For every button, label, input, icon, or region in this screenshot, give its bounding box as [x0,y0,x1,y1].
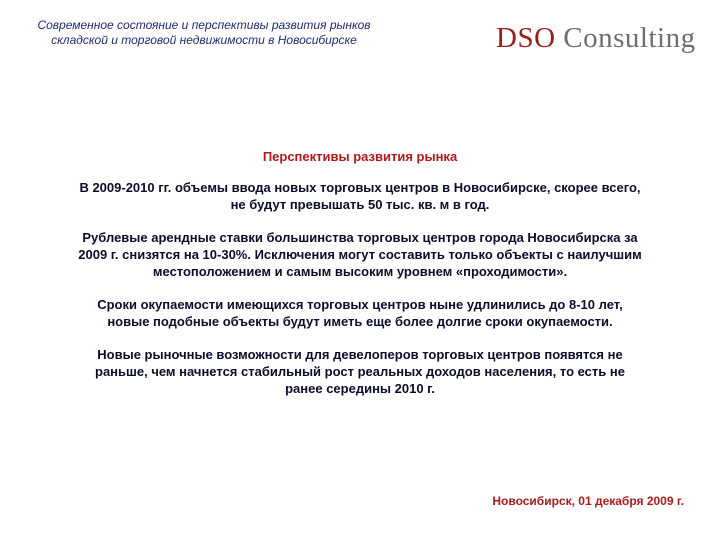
paragraph-line: местоположением и самым высоким уровнем «проходимости». [152,264,568,279]
paragraph-line: раньше, чем начнется стабильный рост реальных доходов населения, то есть не [95,364,625,379]
paragraph-line: ранее середины 2010 г. [285,381,435,396]
presentation-title [14,18,394,48]
paragraph-payback-period [40,296,680,330]
presentation-title-line-1: Современное состояние и перспективы развития рынков [37,18,371,32]
footer-place-date: Новосибирск, 01 декабря 2009 г. [492,494,684,508]
paragraph-line: не будут превышать 50 тыс. кв. м в год. [230,197,490,212]
company-logo [496,18,696,58]
paragraph-line: В 2009-2010 гг. объемы ввода новых торговых центров в Новосибирске, скорее всего, [79,180,641,195]
paragraph-construction-volume [40,179,680,213]
logo-consulting: Consulting [563,22,696,54]
paragraph-developer-opportunities [40,346,680,397]
paragraph-line: 2009 г. снизятся на 10-30%. Исключения могут составить только объекты с наилучшим [78,247,642,262]
paragraph-line: Сроки окупаемости имеющихся торговых центров ныне удлинились до 8-10 лет, [97,297,623,312]
presentation-title-line-2: складской и торговой недвижимости в Новосибирске [51,33,357,47]
paragraph-line: Рублевые арендные ставки большинства торговых центров города Новосибирска за [82,230,638,245]
paragraph-rental-rates [40,229,680,280]
logo-dso: DSO [496,22,556,54]
paragraph-line: Новые рыночные возможности для девелоперов торговых центров появятся не [97,347,623,362]
section-title: Перспективы развития рынка [262,149,458,164]
paragraph-line: новые подобные объекты будут иметь еще более долгие сроки окупаемости. [107,314,613,329]
